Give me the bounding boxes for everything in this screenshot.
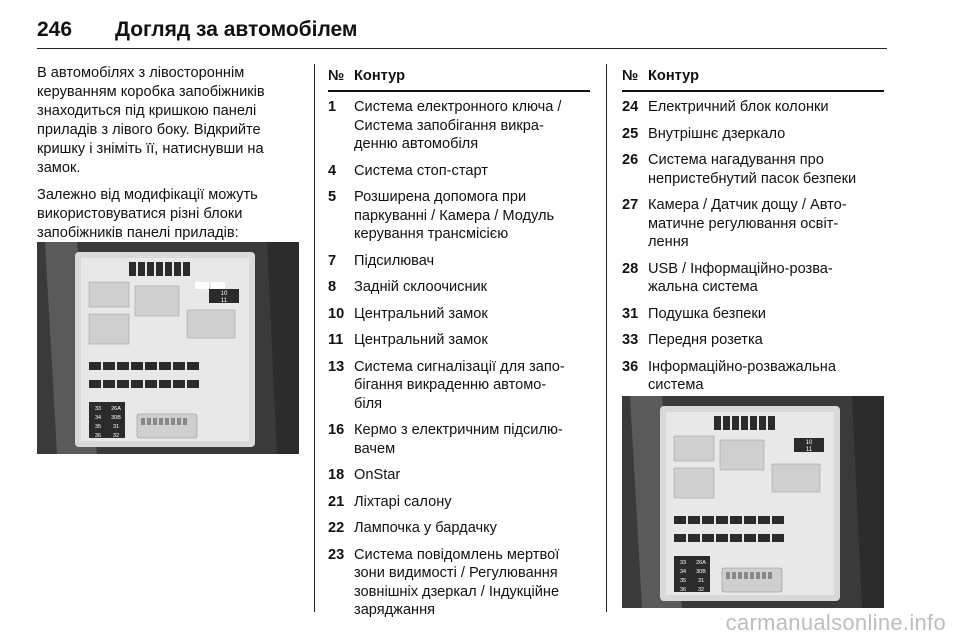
page-title: Догляд за автомобілем [115,18,358,41]
fuse-label-10: 10 [220,291,228,297]
circuit-description: Система сигналізації для запо- бігання викраденню автомо- біля [354,358,565,412]
fuse-box-photo-right [622,396,884,608]
fuse-label-32: 32 [112,433,120,439]
fuse-label-11: 11 [220,298,228,304]
fuse-number: 11 [328,332,344,348]
circuit-description: Система стоп-старт [354,162,488,179]
fuse-table-right [622,64,884,395]
table-row [622,305,884,324]
fuse-label-10: 10 [805,440,813,446]
fuse-label-35: 35 [679,578,687,584]
column-divider-2 [606,64,607,612]
circuit-description: Внутрішнє дзеркало [648,125,786,142]
fuse-number: 1 [328,99,337,115]
circuit-description: Передня розетка [648,332,763,348]
table-row [328,519,590,538]
fuse-number: 7 [328,252,337,269]
fuse-number: 18 [328,467,345,483]
fuse-label-34: 34 [94,415,102,421]
header-number: № [328,68,345,84]
fuse-number: 27 [622,197,639,213]
table-row [328,252,590,271]
intro-paragraph-1: В автомобілях з лівостороннім керуванням коробка запобіжників знаходиться під кришкою панелі приладів з лівого боку. Відкрийте кришку і зніміть її, натиснувши на замок. [37,65,265,176]
circuit-description: Електричний блок колонки [648,99,829,115]
header-rule [37,48,887,49]
circuit-description: Система електронного ключа / Система запобігання викра- денню автомобіля [354,99,562,152]
circuit-description: Центральний замок [354,305,488,322]
circuit-description: Ліхтарі салону [354,493,452,510]
table-row [328,188,590,244]
circuit-description: Лампочка у бардачку [354,520,497,536]
table-row [328,358,590,414]
fuse-number: 8 [328,279,337,295]
table-row [622,260,884,297]
fuse-table-middle [328,64,590,620]
table-row [328,278,590,297]
table-row [328,421,590,458]
circuit-description: Задній склоочисник [354,279,488,295]
fuse-label-30b: 30B [696,569,706,575]
fuse-box-photo-left [37,242,299,454]
fuse-number: 33 [622,332,639,348]
table-row [622,98,884,117]
table-row [328,162,590,181]
table-row [622,151,884,188]
fuse-label-36: 36 [94,433,102,439]
column-divider-1 [314,64,315,612]
table-row [622,196,884,252]
table-row [328,493,590,512]
circuit-description: Інформаційно-розважальна система [648,358,836,393]
circuit-description: Кермо з електричним підсилю- вачем [354,422,563,457]
fuse-number: 10 [328,305,345,322]
intro-paragraph-2: Залежно від модифікації можуть використовуватися різні блоки запобіжників панелі приладів: [37,187,258,241]
circuit-description: Підсилювач [354,252,435,269]
circuit-description: Центральний замок [354,332,488,348]
fuse-label-33: 33 [94,406,102,412]
circuit-description: Система повідомлень мертвої зони видимості / Регулювання зовнішніх дзеркал / Індукційне заряджання [354,546,560,618]
watermark: carmanualsonline.info [725,610,946,635]
fuse-label-31: 31 [112,424,120,430]
circuit-description: OnStar [354,467,401,483]
table-row [622,358,884,395]
header-circuit: Контур [648,68,699,84]
header-number: № [622,68,639,84]
fuse-label-36: 36 [679,587,687,593]
circuit-description: Розширена допомога при паркуванні / Камера / Модуль керування трансмісією [354,189,555,242]
fuse-number: 36 [622,358,639,375]
table-row [622,331,884,350]
fuse-label-34: 34 [679,569,687,575]
page-header [37,10,887,50]
table-header [622,64,884,92]
fuse-number: 28 [622,260,639,277]
fuse-label-31: 31 [697,578,705,584]
intro-column [37,64,297,251]
circuit-description: USB / Інформаційно-розва- жальна система [648,260,833,295]
fuse-label-30b: 30B [111,415,121,421]
table-row [328,331,590,350]
fuse-label-35: 35 [94,424,102,430]
table-row [328,98,590,154]
fuse-number: 4 [328,162,337,179]
fuse-number: 16 [328,422,345,438]
fuse-label-26a: 26A [696,560,706,566]
fuse-number: 23 [328,546,345,563]
fuse-number: 31 [622,305,639,322]
table-header [328,64,590,92]
table-row [328,305,590,324]
fuse-number: 24 [622,99,639,115]
fuse-number: 26 [622,152,639,168]
page-number: 246 [37,18,73,41]
fuse-number: 13 [328,358,345,375]
fuse-label-33: 33 [679,560,687,566]
circuit-description: Система нагадування про непристебнутий пасок безпеки [648,152,857,187]
circuit-description: Подушка безпеки [648,305,766,322]
table-row [328,546,590,620]
circuit-description: Камера / Датчик дощу / Авто- матичне регулювання освіт- лення [648,197,847,250]
fuse-label-32: 32 [697,587,705,593]
fuse-label-11: 11 [805,447,813,453]
fuse-number: 5 [328,189,337,205]
fuse-number: 21 [328,493,345,510]
table-row [622,125,884,144]
header-circuit: Контур [354,68,405,84]
fuse-label-26a: 26A [111,406,121,412]
fuse-number: 22 [328,520,345,536]
fuse-number: 25 [622,125,639,142]
table-row [328,466,590,485]
